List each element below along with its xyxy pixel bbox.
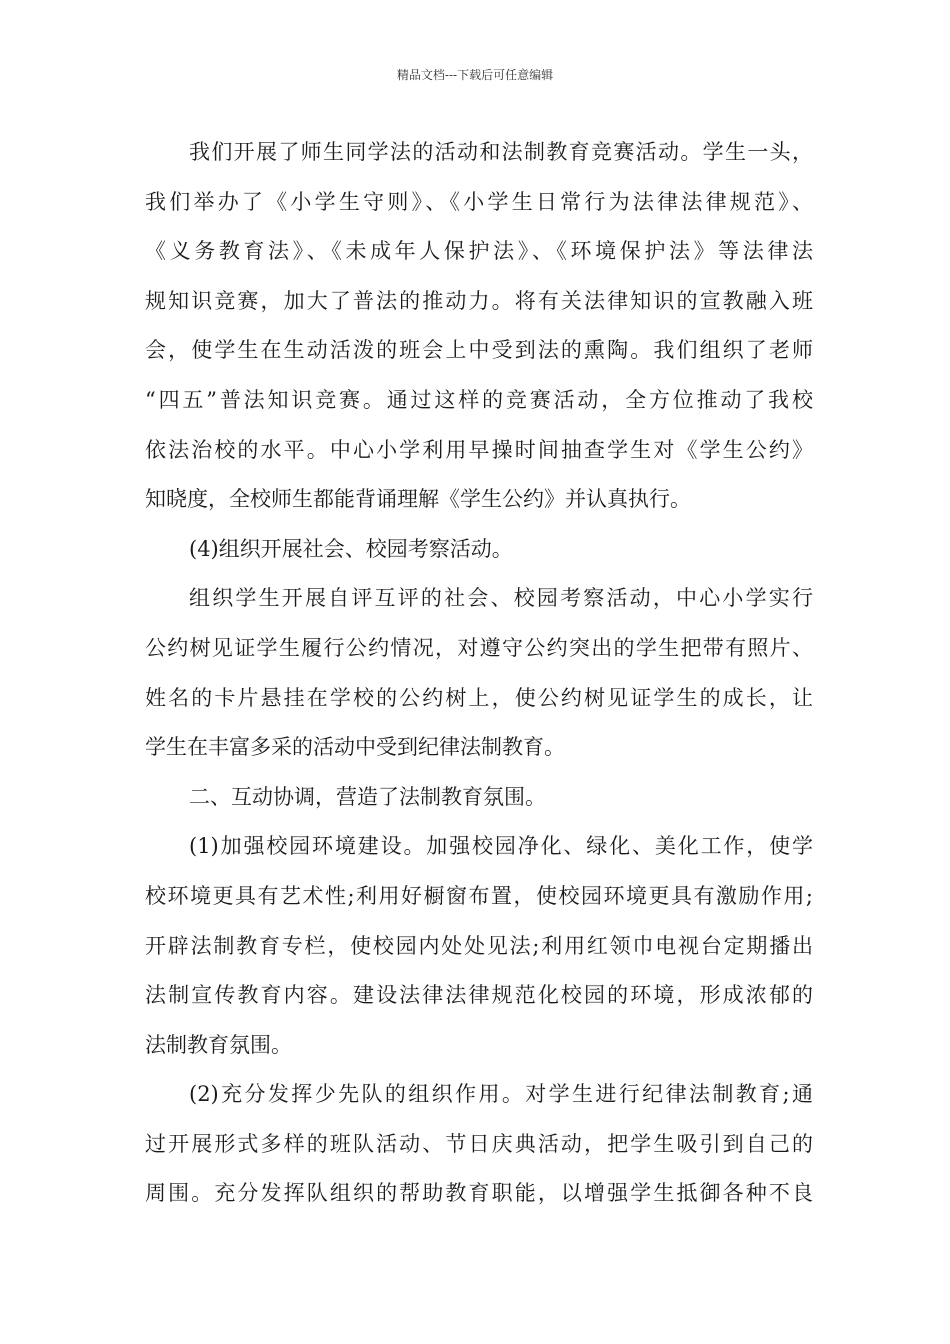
paragraph-line: 姓名的卡片悬挂在学校的公约树上，使公约树见证学生的成长，让 xyxy=(145,685,813,710)
paragraph-line: “四五”普法知识竞赛。通过这样的竞赛活动，全方位推动了我校 xyxy=(145,387,813,412)
paragraph-line: 校环境更具有艺术性;利用好橱窗布置，使校园环境更具有激励作用; xyxy=(145,883,813,908)
paragraph-line: (1)加强校园环境建设。加强校园净化、绿化、美化工作，使学 xyxy=(189,834,813,859)
paragraph-line: 我们举办了《小学生守则》、《小学生日常行为法律法律规范》、 xyxy=(145,189,813,214)
paragraph-line: 过开展形式多样的班队活动、节日庆典活动，把学生吸引到自己的 xyxy=(145,1131,813,1156)
section-heading: (4)组织开展社会、校园考察活动。 xyxy=(189,536,513,561)
page-header: 精品文档---下载后可任意编辑 xyxy=(396,68,554,82)
section-heading: 二、互动协调，营造了法制教育氛围。 xyxy=(189,784,546,809)
paragraph-line: 知晓度，全校师生都能背诵理解《学生公约》并认真执行。 xyxy=(145,487,691,512)
paragraph-line: 法制宣传教育内容。建设法律法律规范化校园的环境，形成浓郁的 xyxy=(145,983,813,1008)
document-body xyxy=(145,128,813,1219)
paragraph-line: 学生在丰富多采的活动中受到纪律法制教育。 xyxy=(145,735,565,760)
paragraph-line: 组织学生开展自评互评的社会、校园考察活动，中心小学实行 xyxy=(189,586,813,611)
paragraph-line: (2)充分发挥少先队的组织作用。对学生进行纪律法制教育;通 xyxy=(189,1082,813,1107)
paragraph-line: 《义务教育法》、《未成年人保护法》、《环境保护法》等法律法 xyxy=(145,239,813,264)
paragraph-line: 开辟法制教育专栏，使校园内处处见法;利用红领巾电视台定期播出 xyxy=(145,933,813,958)
paragraph-line: 我们开展了师生同学法的活动和法制教育竞赛活动。学生一头， xyxy=(189,140,813,164)
paragraph-line: 周围。充分发挥队组织的帮助教育职能，以增强学生抵御各种不良 xyxy=(145,1181,813,1206)
paragraph-line: 规知识竞赛，加大了普法的推动力。将有关法律知识的宣教融入班 xyxy=(145,288,813,313)
paragraph-line: 会，使学生在生动活泼的班会上中受到法的熏陶。我们组织了老师 xyxy=(145,338,813,363)
paragraph-line: 法制教育氛围。 xyxy=(145,1032,292,1057)
paragraph-line: 公约树见证学生履行公约情况，对遵守公约突出的学生把带有照片、 xyxy=(145,635,813,660)
paragraph-line: 依法治校的水平。中心小学利用早操时间抽查学生对《学生公约》 xyxy=(145,437,813,462)
